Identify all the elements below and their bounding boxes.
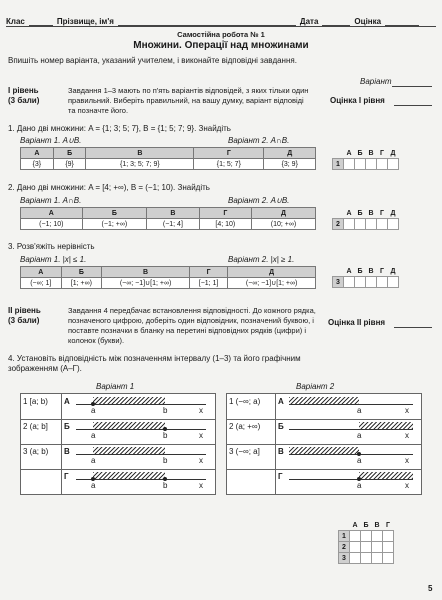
q2-table: А Б В Г Д (−1; 10) (−1; +∞) (−1; 4] [4; 10) (10; +∞) xyxy=(20,207,316,230)
q2-text: 2. Дано дві множини: A = [4; +∞), B = (−1; 10). Знайдіть xyxy=(8,183,210,192)
q1-answer-g[interactable]: {1; 5; 7} xyxy=(194,159,264,170)
q3-answer-v[interactable]: (−∞; −1]∪[1; +∞) xyxy=(102,278,190,289)
q1-answer-v[interactable]: {1; 3; 5; 7; 9} xyxy=(86,159,194,170)
variant-field[interactable] xyxy=(392,77,432,87)
q4-v2-row1: 1 (−∞; a) xyxy=(229,397,261,406)
variant-label: Варіант xyxy=(360,77,392,86)
q2-v2: Варіант 2. A∪B. xyxy=(228,196,290,205)
q1-v1: Варіант 1. A∪B. xyxy=(20,136,82,145)
q1-answer-d[interactable]: {3; 9} xyxy=(264,159,316,170)
q3-answer-b[interactable]: [1; +∞) xyxy=(61,278,102,289)
answer-grid-2[interactable]: А Б В Г Д 2 xyxy=(332,208,399,230)
grade2-field[interactable] xyxy=(394,318,432,328)
q4-v2: Варіант 2 xyxy=(296,382,335,391)
intro-text: Впишіть номер варіанта, указаний учителем, і виконайте відповідні завдання. xyxy=(8,56,297,65)
q2-answer-v[interactable]: (−1; 4] xyxy=(147,219,200,230)
level2-text: Завдання 4 передбачає встановлення відповідності. До кожного рядка, позначеного цифрою, доберіть один відповідник, позначений буквою, і поставте позначки в бланку на перетині відповідних рядків (цифри) і колонок (букви). xyxy=(68,306,316,345)
q4-v1-row2: 2 (a; b] xyxy=(23,422,48,431)
level1-label xyxy=(8,86,39,106)
name-label: Прізвище, ім'я xyxy=(56,17,114,26)
class-label: Клас xyxy=(6,17,25,26)
q3-text: 3. Розв'яжіть нерівність xyxy=(8,242,95,251)
answer-grid-3[interactable]: А Б В Г Д 3 xyxy=(332,266,399,288)
level2-title: ІІ рівень xyxy=(8,306,41,315)
answer-grid-4[interactable]: А Б В Г 1 2 3 xyxy=(338,520,394,564)
q1-v2: Варіант 2. A∩B. xyxy=(228,136,290,145)
grade2-label: Оцінка ІІ рівня xyxy=(328,318,386,327)
q1-text: 1. Дано дві множини: A = {1; 3; 5; 7}, B = {1; 5; 7; 9}. Знайдіть xyxy=(8,124,231,133)
grade-label: Оцінка xyxy=(354,17,382,26)
q1-answer-b[interactable]: {9} xyxy=(53,159,86,170)
level2-points: (3 бали) xyxy=(8,316,40,325)
q4-variant1-table: 1 [a; b) 2 (a; b] 3 (a; b) А Б В Г a b x a b x a b x a b x xyxy=(20,393,216,495)
q4-v1-row1: 1 [a; b) xyxy=(23,397,48,406)
q2-v1: Варіант 1. A∩B. xyxy=(20,196,82,205)
grade1-label: Оцінка І рівня xyxy=(330,96,385,105)
q4-text: 4. Установіть відповідність між позначенням інтервалу (1–3) та його графічним зображенням (А–Г). xyxy=(8,354,301,373)
grade-field[interactable] xyxy=(385,16,419,26)
q2-answer-g[interactable]: [4; 10) xyxy=(199,219,251,230)
header-row xyxy=(6,6,436,27)
level1-title: І рівень xyxy=(8,86,39,95)
answer-grid-1[interactable]: А Б В Г Д 1 xyxy=(332,148,399,170)
q3-v1: Варіант 1. |x| ≤ 1. xyxy=(20,255,87,264)
q3-answer-g[interactable]: [−1; 1] xyxy=(189,278,227,289)
work-subtitle: Самостійна робота № 1 xyxy=(177,30,265,39)
q2-answer-d[interactable]: (10; +∞) xyxy=(251,219,315,230)
q2-answer-a[interactable]: (−1; 10) xyxy=(21,219,83,230)
q1-answer-a[interactable]: {3} xyxy=(21,159,54,170)
level1-text: Завдання 1–3 мають по п'ять варіантів відповідей, з яких тільки один правильний. Виберіть правильний, на вашу думку, варіант відповіді та позначте його. xyxy=(68,86,309,115)
date-field[interactable] xyxy=(322,16,350,26)
q4-v2-row3: 3 (−∞; a] xyxy=(229,447,260,456)
page-title: Множини. Операції над множинами xyxy=(133,40,309,51)
date-label: Дата xyxy=(299,17,319,26)
q3-table: А Б В Г Д (−∞; 1] [1; +∞) (−∞; −1]∪[1; +∞) [−1; 1] (−∞; −1]∪[1; +∞) xyxy=(20,266,316,289)
q4-v1-row3: 3 (a; b) xyxy=(23,447,49,456)
q1-table: А Б В Г Д {3} {9} {1; 3; 5; 7; 9} {1; 5; 7} {3; 9} xyxy=(20,147,316,170)
q2-answer-b[interactable]: (−1; +∞) xyxy=(82,219,146,230)
page-number: 5 xyxy=(428,584,433,593)
q4-v2-row2: 2 (a; +∞) xyxy=(229,422,261,431)
level2-label xyxy=(8,306,41,326)
name-field[interactable] xyxy=(118,16,296,26)
q3-answer-d[interactable]: (−∞; −1]∪[1; +∞) xyxy=(228,278,316,289)
q3-v2: Варіант 2. |x| ≥ 1. xyxy=(228,255,295,264)
level1-points: (3 бали) xyxy=(8,96,40,105)
q3-answer-a[interactable]: (−∞; 1] xyxy=(21,278,62,289)
q4-v1: Варіант 1 xyxy=(96,382,135,391)
grade1-field[interactable] xyxy=(394,96,432,106)
class-field[interactable] xyxy=(29,16,53,26)
q4-variant2-table: 1 (−∞; a) 2 (a; +∞) 3 (−∞; a] А Б В Г a x a x a x a x xyxy=(226,393,422,495)
